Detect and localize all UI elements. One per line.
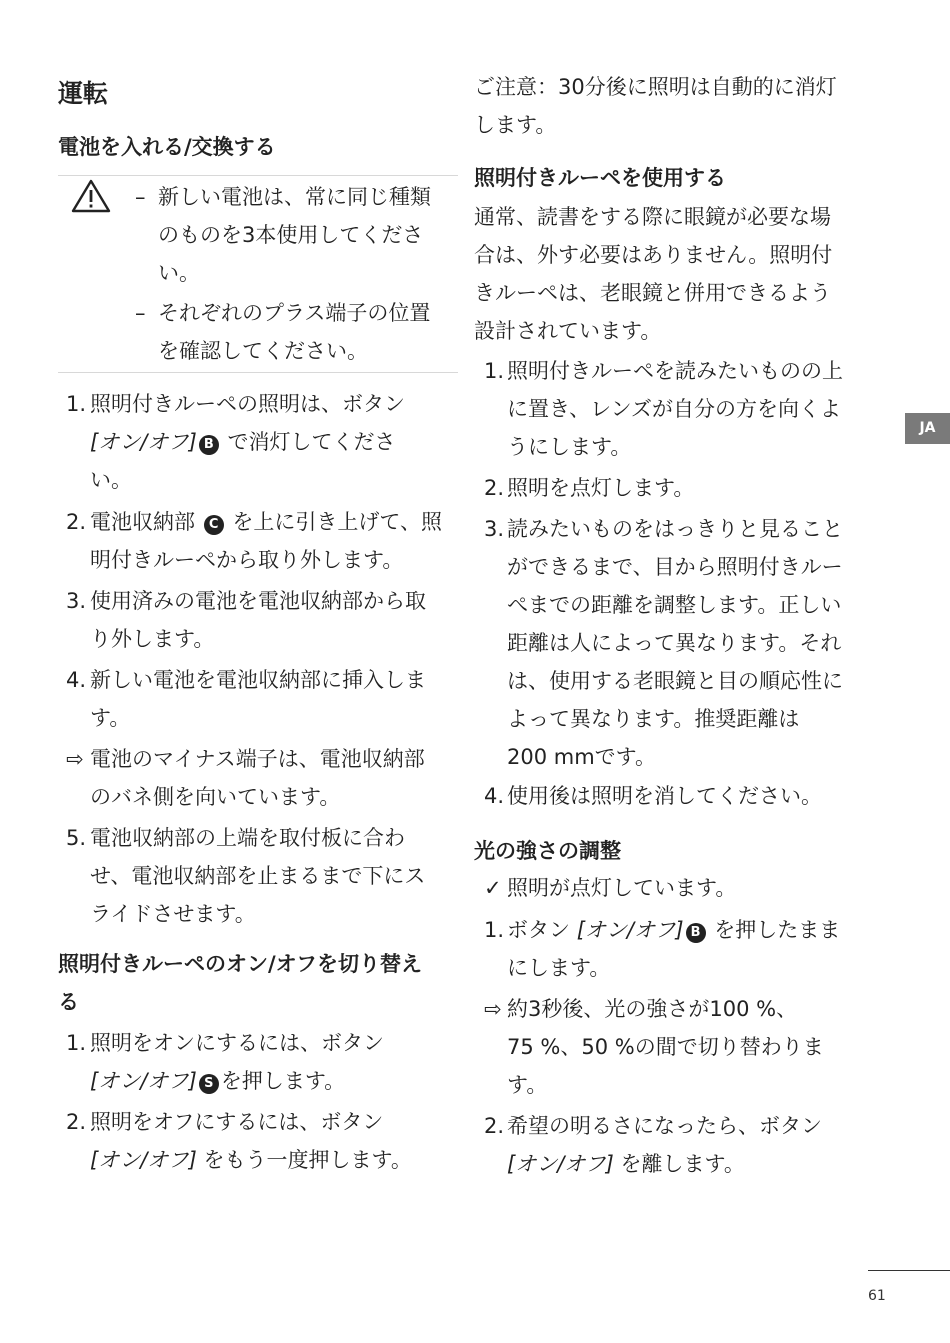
checkmark-icon: ✓	[484, 876, 502, 900]
battery-compartment-c-badge: C	[204, 515, 224, 535]
step-item: 4. 新しい電池を電池収納部に挿入しま す。	[66, 668, 426, 730]
step-item: 4. 使用後は照明を消してください。	[484, 784, 822, 808]
onoff-heading: 照明付きルーペのオン/オフを切り替え る	[58, 952, 423, 1014]
step-item: 2. 電池収納部 C を上に引き上げて、照 明付きルーペから取り外します。	[66, 510, 442, 572]
result-item: ⇨ 電池のマイナス端子は、電池収納部 のバネ側を向いています。	[66, 740, 458, 816]
warning-icon	[70, 178, 112, 214]
step-item: 1. ボタン [オン/オフ] B を押したまま にします。	[484, 918, 841, 980]
result-item: ⇨ 約3秒後、光の強さが100 %、 75 %、50 %の間で切り替わりま す。	[484, 990, 869, 1104]
note: ご注意：30分後に照明は自動的に消灯 します。	[474, 75, 837, 137]
language-tab: JA	[905, 413, 950, 444]
use-heading: 照明付きルーペを使用する	[474, 166, 726, 190]
step-item: 2. 照明をオフにするには、ボタン [オン/オフ] をもう一度押します。	[66, 1110, 412, 1172]
step-item: 1. 照明付きルーペの照明は、ボタン [オン/オフ] B で消灯してくださ い。	[66, 392, 405, 492]
page-number: 61	[868, 1288, 886, 1304]
step-item: 1. 照明をオンにするには、ボタン [オン/オフ] S を押します。	[66, 1031, 384, 1093]
use-intro: 通常、読書をする際に眼鏡が必要な場 合は、外す必要はありません。照明付 きルーペは、老眼鏡と併用できるよう 設計されています。	[474, 205, 833, 343]
result-arrow-icon: ⇨	[484, 997, 502, 1021]
intensity-heading: 光の強さの調整	[474, 839, 621, 863]
footer-rule	[868, 1270, 950, 1271]
button-b-badge: B	[686, 923, 706, 943]
step-item: 2. 照明を点灯します。	[484, 476, 695, 500]
warning-item: – 新しい電池は、常に同じ種類 のものを3本使用してくださ い。	[135, 185, 431, 285]
battery-heading: 電池を入れる/交換する	[58, 135, 276, 159]
step-item: 1. 照明付きルーペを読みたいものの上 に置き、レンズが自分の方を向くよ うにします。	[484, 359, 843, 459]
precondition-item: ✓ 照明が点灯しています。	[484, 869, 869, 907]
section-title: 運転	[58, 79, 109, 108]
button-s-badge: S	[199, 1074, 219, 1094]
step-item: 2. 希望の明るさになったら、ボタン [オン/オフ] を離します。	[484, 1114, 822, 1176]
warning-item: – それぞれのプラス端子の位置 を確認してください。	[135, 301, 431, 363]
button-b-badge: B	[199, 435, 219, 455]
step-item: 3. 読みたいものをはっきりと見ること ができるまで、目から照明付きルー ぺまでの距離を調整します。正しい 距離は人によって異なります。それ は、使用する老眼鏡と目の順応性に よって異なります。推奨距離は 200 mmです。	[484, 517, 843, 769]
step-item: 3. 使用済みの電池を電池収納部から取 り外します。	[66, 589, 426, 651]
result-arrow-icon: ⇨	[66, 747, 84, 771]
step-item: 5. 電池収納部の上端を取付板に合わ せ、電池収納部を止まるまで下にス ライドさせます。	[66, 826, 426, 926]
warning-box	[58, 175, 458, 373]
